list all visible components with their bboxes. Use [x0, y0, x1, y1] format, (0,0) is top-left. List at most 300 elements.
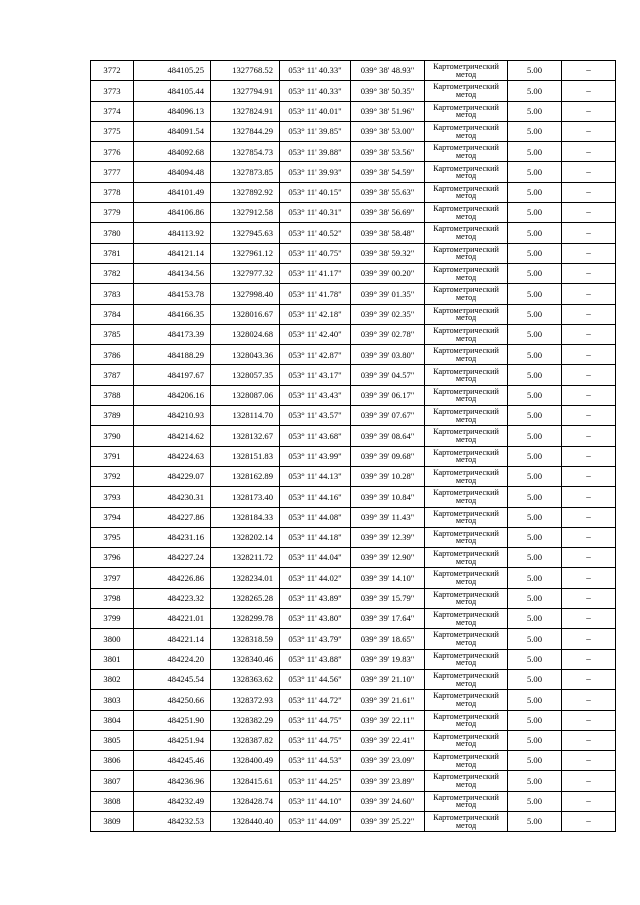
note-cell: – [562, 101, 616, 121]
x-coordinate-cell: 484101.49 [134, 182, 211, 202]
note-cell: – [562, 406, 616, 426]
latitude-cell: 053° 11' 40.33" [280, 81, 351, 101]
y-coordinate-cell: 1327873.85 [211, 162, 280, 182]
point-number-cell: 3776 [91, 142, 134, 162]
longitude-cell: 039° 39' 17.64" [351, 609, 425, 629]
longitude-cell: 039° 39' 12.90" [351, 548, 425, 568]
latitude-cell: 053° 11' 42.18" [280, 304, 351, 324]
y-coordinate-cell: 1328400.49 [211, 751, 280, 771]
y-coordinate-cell: 1328132.67 [211, 426, 280, 446]
x-coordinate-cell: 484121.14 [134, 243, 211, 263]
table-row [91, 629, 616, 649]
longitude-cell: 039° 38' 48.93" [351, 61, 425, 81]
note-cell: – [562, 568, 616, 588]
x-coordinate-cell: 484134.56 [134, 263, 211, 283]
latitude-cell: 053° 11' 43.89" [280, 588, 351, 608]
accuracy-cell: 5.00 [508, 243, 562, 263]
longitude-cell: 039° 39' 14.10" [351, 568, 425, 588]
table-row [91, 162, 616, 182]
point-number-cell: 3778 [91, 182, 134, 202]
table-row [91, 609, 616, 629]
note-cell: – [562, 588, 616, 608]
x-coordinate-cell: 484091.54 [134, 121, 211, 141]
longitude-cell: 039° 39' 07.67" [351, 406, 425, 426]
accuracy-cell: 5.00 [508, 324, 562, 344]
table-row [91, 791, 616, 811]
latitude-cell: 053° 11' 44.16" [280, 487, 351, 507]
latitude-cell: 053° 11' 39.93" [280, 162, 351, 182]
note-cell: – [562, 649, 616, 669]
y-coordinate-cell: 1328265.28 [211, 588, 280, 608]
method-cell: Картометрический метод [425, 609, 508, 629]
accuracy-cell: 5.00 [508, 203, 562, 223]
method-cell: Картометрический метод [425, 142, 508, 162]
table-row [91, 811, 616, 831]
note-cell: – [562, 385, 616, 405]
latitude-cell: 053° 11' 44.09" [280, 811, 351, 831]
latitude-cell: 053° 11' 44.75" [280, 730, 351, 750]
method-cell: Картометрический метод [425, 669, 508, 689]
x-coordinate-cell: 484251.90 [134, 710, 211, 730]
note-cell: – [562, 487, 616, 507]
table-row [91, 446, 616, 466]
latitude-cell: 053° 11' 43.43" [280, 385, 351, 405]
y-coordinate-cell: 1328202.14 [211, 527, 280, 547]
accuracy-cell: 5.00 [508, 588, 562, 608]
note-cell: – [562, 690, 616, 710]
x-coordinate-cell: 484226.86 [134, 568, 211, 588]
method-cell: Картометрический метод [425, 324, 508, 344]
accuracy-cell: 5.00 [508, 385, 562, 405]
longitude-cell: 039° 39' 19.83" [351, 649, 425, 669]
y-coordinate-cell: 1327794.91 [211, 81, 280, 101]
method-cell: Картометрический метод [425, 304, 508, 324]
method-cell: Картометрический метод [425, 345, 508, 365]
table-row [91, 385, 616, 405]
table-row [91, 263, 616, 283]
table-row [91, 568, 616, 588]
latitude-cell: 053° 11' 43.68" [280, 426, 351, 446]
table-row [91, 345, 616, 365]
point-number-cell: 3784 [91, 304, 134, 324]
table-row [91, 507, 616, 527]
latitude-cell: 053° 11' 42.87" [280, 345, 351, 365]
latitude-cell: 053° 11' 44.18" [280, 527, 351, 547]
x-coordinate-cell: 484094.48 [134, 162, 211, 182]
accuracy-cell: 5.00 [508, 406, 562, 426]
latitude-cell: 053° 11' 40.33" [280, 61, 351, 81]
method-cell: Картометрический метод [425, 223, 508, 243]
point-number-cell: 3809 [91, 811, 134, 831]
x-coordinate-cell: 484221.14 [134, 629, 211, 649]
y-coordinate-cell: 1328428.74 [211, 791, 280, 811]
x-coordinate-cell: 484173.39 [134, 324, 211, 344]
longitude-cell: 039° 39' 10.84" [351, 487, 425, 507]
latitude-cell: 053° 11' 44.10" [280, 791, 351, 811]
accuracy-cell: 5.00 [508, 304, 562, 324]
note-cell: – [562, 81, 616, 101]
x-coordinate-cell: 484197.67 [134, 365, 211, 385]
method-cell: Картометрический метод [425, 710, 508, 730]
longitude-cell: 039° 39' 03.80" [351, 345, 425, 365]
longitude-cell: 039° 39' 15.79" [351, 588, 425, 608]
table-row [91, 304, 616, 324]
table-row [91, 771, 616, 791]
point-number-cell: 3785 [91, 324, 134, 344]
x-coordinate-cell: 484153.78 [134, 284, 211, 304]
point-number-cell: 3780 [91, 223, 134, 243]
latitude-cell: 053° 11' 43.79" [280, 629, 351, 649]
note-cell: – [562, 223, 616, 243]
note-cell: – [562, 121, 616, 141]
method-cell: Картометрический метод [425, 61, 508, 81]
note-cell: – [562, 203, 616, 223]
x-coordinate-cell: 484251.94 [134, 730, 211, 750]
x-coordinate-cell: 484188.29 [134, 345, 211, 365]
longitude-cell: 039° 38' 53.56" [351, 142, 425, 162]
note-cell: – [562, 162, 616, 182]
y-coordinate-cell: 1328440.40 [211, 811, 280, 831]
point-number-cell: 3790 [91, 426, 134, 446]
latitude-cell: 053° 11' 41.78" [280, 284, 351, 304]
point-number-cell: 3788 [91, 385, 134, 405]
longitude-cell: 039° 38' 54.59" [351, 162, 425, 182]
point-number-cell: 3798 [91, 588, 134, 608]
table-row [91, 690, 616, 710]
y-coordinate-cell: 1327961.12 [211, 243, 280, 263]
y-coordinate-cell: 1328162.89 [211, 466, 280, 486]
longitude-cell: 039° 39' 00.20" [351, 263, 425, 283]
point-number-cell: 3804 [91, 710, 134, 730]
x-coordinate-cell: 484166.35 [134, 304, 211, 324]
y-coordinate-cell: 1327824.91 [211, 101, 280, 121]
latitude-cell: 053° 11' 44.08" [280, 507, 351, 527]
table-row [91, 730, 616, 750]
x-coordinate-cell: 484232.49 [134, 791, 211, 811]
x-coordinate-cell: 484221.01 [134, 609, 211, 629]
longitude-cell: 039° 39' 02.78" [351, 324, 425, 344]
latitude-cell: 053° 11' 44.75" [280, 710, 351, 730]
accuracy-cell: 5.00 [508, 61, 562, 81]
latitude-cell: 053° 11' 40.01" [280, 101, 351, 121]
note-cell: – [562, 730, 616, 750]
table-row [91, 751, 616, 771]
latitude-cell: 053° 11' 39.88" [280, 142, 351, 162]
accuracy-cell: 5.00 [508, 263, 562, 283]
x-coordinate-cell: 484224.20 [134, 649, 211, 669]
y-coordinate-cell: 1328234.01 [211, 568, 280, 588]
x-coordinate-cell: 484227.86 [134, 507, 211, 527]
table-row [91, 649, 616, 669]
table-row [91, 81, 616, 101]
y-coordinate-cell: 1327977.32 [211, 263, 280, 283]
x-coordinate-cell: 484236.96 [134, 771, 211, 791]
note-cell: – [562, 243, 616, 263]
table-row [91, 406, 616, 426]
point-number-cell: 3795 [91, 527, 134, 547]
note-cell: – [562, 710, 616, 730]
x-coordinate-cell: 484231.16 [134, 527, 211, 547]
x-coordinate-cell: 484096.13 [134, 101, 211, 121]
note-cell: – [562, 365, 616, 385]
table-row [91, 426, 616, 446]
point-number-cell: 3773 [91, 81, 134, 101]
table-row [91, 101, 616, 121]
point-number-cell: 3801 [91, 649, 134, 669]
note-cell: – [562, 629, 616, 649]
y-coordinate-cell: 1328299.78 [211, 609, 280, 629]
method-cell: Картометрический метод [425, 263, 508, 283]
point-number-cell: 3794 [91, 507, 134, 527]
latitude-cell: 053° 11' 44.04" [280, 548, 351, 568]
accuracy-cell: 5.00 [508, 609, 562, 629]
table-row [91, 284, 616, 304]
method-cell: Картометрический метод [425, 182, 508, 202]
point-number-cell: 3805 [91, 730, 134, 750]
y-coordinate-cell: 1328318.59 [211, 629, 280, 649]
note-cell: – [562, 811, 616, 831]
longitude-cell: 039° 38' 50.35" [351, 81, 425, 101]
method-cell: Картометрический метод [425, 751, 508, 771]
y-coordinate-cell: 1327945.63 [211, 223, 280, 243]
y-coordinate-cell: 1328363.62 [211, 669, 280, 689]
point-number-cell: 3783 [91, 284, 134, 304]
accuracy-cell: 5.00 [508, 730, 562, 750]
accuracy-cell: 5.00 [508, 669, 562, 689]
y-coordinate-cell: 1328043.36 [211, 345, 280, 365]
longitude-cell: 039° 39' 22.11" [351, 710, 425, 730]
latitude-cell: 053° 11' 44.02" [280, 568, 351, 588]
x-coordinate-cell: 484230.31 [134, 487, 211, 507]
x-coordinate-cell: 484229.07 [134, 466, 211, 486]
longitude-cell: 039° 39' 23.89" [351, 771, 425, 791]
note-cell: – [562, 263, 616, 283]
note-cell: – [562, 507, 616, 527]
accuracy-cell: 5.00 [508, 690, 562, 710]
accuracy-cell: 5.00 [508, 345, 562, 365]
point-number-cell: 3807 [91, 771, 134, 791]
note-cell: – [562, 548, 616, 568]
note-cell: – [562, 426, 616, 446]
table-row [91, 182, 616, 202]
method-cell: Картометрический метод [425, 121, 508, 141]
method-cell: Картометрический метод [425, 629, 508, 649]
accuracy-cell: 5.00 [508, 446, 562, 466]
x-coordinate-cell: 484232.53 [134, 811, 211, 831]
latitude-cell: 053° 11' 43.88" [280, 649, 351, 669]
longitude-cell: 039° 39' 21.61" [351, 690, 425, 710]
accuracy-cell: 5.00 [508, 223, 562, 243]
x-coordinate-cell: 484214.62 [134, 426, 211, 446]
point-number-cell: 3802 [91, 669, 134, 689]
x-coordinate-cell: 484106.86 [134, 203, 211, 223]
longitude-cell: 039° 39' 06.17" [351, 385, 425, 405]
method-cell: Картометрический метод [425, 527, 508, 547]
x-coordinate-cell: 484105.44 [134, 81, 211, 101]
point-number-cell: 3781 [91, 243, 134, 263]
method-cell: Картометрический метод [425, 101, 508, 121]
y-coordinate-cell: 1328024.68 [211, 324, 280, 344]
latitude-cell: 053° 11' 44.72" [280, 690, 351, 710]
y-coordinate-cell: 1328184.33 [211, 507, 280, 527]
note-cell: – [562, 142, 616, 162]
point-number-cell: 3800 [91, 629, 134, 649]
point-number-cell: 3786 [91, 345, 134, 365]
note-cell: – [562, 61, 616, 81]
method-cell: Картометрический метод [425, 284, 508, 304]
y-coordinate-cell: 1328211.72 [211, 548, 280, 568]
accuracy-cell: 5.00 [508, 568, 562, 588]
latitude-cell: 053° 11' 43.57" [280, 406, 351, 426]
method-cell: Картометрический метод [425, 730, 508, 750]
point-number-cell: 3789 [91, 406, 134, 426]
table-row [91, 365, 616, 385]
table-row [91, 223, 616, 243]
longitude-cell: 039° 38' 51.96" [351, 101, 425, 121]
x-coordinate-cell: 484210.93 [134, 406, 211, 426]
accuracy-cell: 5.00 [508, 751, 562, 771]
y-coordinate-cell: 1327892.92 [211, 182, 280, 202]
x-coordinate-cell: 484092.68 [134, 142, 211, 162]
point-number-cell: 3772 [91, 61, 134, 81]
longitude-cell: 039° 39' 23.09" [351, 751, 425, 771]
point-number-cell: 3797 [91, 568, 134, 588]
note-cell: – [562, 284, 616, 304]
note-cell: – [562, 751, 616, 771]
accuracy-cell: 5.00 [508, 629, 562, 649]
method-cell: Картометрический метод [425, 426, 508, 446]
method-cell: Картометрический метод [425, 588, 508, 608]
accuracy-cell: 5.00 [508, 507, 562, 527]
y-coordinate-cell: 1328087.06 [211, 385, 280, 405]
point-number-cell: 3799 [91, 609, 134, 629]
table-row [91, 527, 616, 547]
accuracy-cell: 5.00 [508, 284, 562, 304]
point-number-cell: 3792 [91, 466, 134, 486]
longitude-cell: 039° 39' 24.60" [351, 791, 425, 811]
latitude-cell: 053° 11' 44.25" [280, 771, 351, 791]
accuracy-cell: 5.00 [508, 142, 562, 162]
y-coordinate-cell: 1328151.83 [211, 446, 280, 466]
x-coordinate-cell: 484224.63 [134, 446, 211, 466]
latitude-cell: 053° 11' 40.75" [280, 243, 351, 263]
x-coordinate-cell: 484105.25 [134, 61, 211, 81]
table-row [91, 61, 616, 81]
latitude-cell: 053° 11' 44.13" [280, 466, 351, 486]
point-number-cell: 3779 [91, 203, 134, 223]
longitude-cell: 039° 38' 55.63" [351, 182, 425, 202]
x-coordinate-cell: 484245.54 [134, 669, 211, 689]
point-number-cell: 3787 [91, 365, 134, 385]
point-number-cell: 3782 [91, 263, 134, 283]
note-cell: – [562, 466, 616, 486]
accuracy-cell: 5.00 [508, 649, 562, 669]
latitude-cell: 053° 11' 41.17" [280, 263, 351, 283]
latitude-cell: 053° 11' 40.15" [280, 182, 351, 202]
longitude-cell: 039° 39' 21.10" [351, 669, 425, 689]
y-coordinate-cell: 1328372.93 [211, 690, 280, 710]
latitude-cell: 053° 11' 44.53" [280, 751, 351, 771]
accuracy-cell: 5.00 [508, 771, 562, 791]
y-coordinate-cell: 1328016.67 [211, 304, 280, 324]
coordinates-table [90, 60, 616, 832]
table-row [91, 669, 616, 689]
latitude-cell: 053° 11' 44.56" [280, 669, 351, 689]
accuracy-cell: 5.00 [508, 81, 562, 101]
y-coordinate-cell: 1328173.40 [211, 487, 280, 507]
note-cell: – [562, 304, 616, 324]
table-row [91, 142, 616, 162]
point-number-cell: 3796 [91, 548, 134, 568]
note-cell: – [562, 345, 616, 365]
accuracy-cell: 5.00 [508, 365, 562, 385]
method-cell: Картометрический метод [425, 771, 508, 791]
method-cell: Картометрический метод [425, 365, 508, 385]
method-cell: Картометрический метод [425, 81, 508, 101]
longitude-cell: 039° 39' 22.41" [351, 730, 425, 750]
point-number-cell: 3774 [91, 101, 134, 121]
y-coordinate-cell: 1328057.35 [211, 365, 280, 385]
latitude-cell: 053° 11' 43.99" [280, 446, 351, 466]
x-coordinate-cell: 484223.32 [134, 588, 211, 608]
accuracy-cell: 5.00 [508, 182, 562, 202]
accuracy-cell: 5.00 [508, 811, 562, 831]
method-cell: Картометрический метод [425, 548, 508, 568]
note-cell: – [562, 324, 616, 344]
method-cell: Картометрический метод [425, 203, 508, 223]
method-cell: Картометрический метод [425, 385, 508, 405]
longitude-cell: 039° 39' 12.39" [351, 527, 425, 547]
method-cell: Картометрический метод [425, 690, 508, 710]
latitude-cell: 053° 11' 43.17" [280, 365, 351, 385]
longitude-cell: 039° 38' 58.48" [351, 223, 425, 243]
table-row [91, 588, 616, 608]
latitude-cell: 053° 11' 40.31" [280, 203, 351, 223]
point-number-cell: 3775 [91, 121, 134, 141]
latitude-cell: 053° 11' 39.85" [280, 121, 351, 141]
accuracy-cell: 5.00 [508, 527, 562, 547]
longitude-cell: 039° 39' 18.65" [351, 629, 425, 649]
y-coordinate-cell: 1327768.52 [211, 61, 280, 81]
method-cell: Картометрический метод [425, 466, 508, 486]
method-cell: Картометрический метод [425, 487, 508, 507]
accuracy-cell: 5.00 [508, 101, 562, 121]
method-cell: Картометрический метод [425, 406, 508, 426]
note-cell: – [562, 609, 616, 629]
accuracy-cell: 5.00 [508, 487, 562, 507]
longitude-cell: 039° 38' 59.32" [351, 243, 425, 263]
y-coordinate-cell: 1328382.29 [211, 710, 280, 730]
method-cell: Картометрический метод [425, 243, 508, 263]
longitude-cell: 039° 38' 53.00" [351, 121, 425, 141]
point-number-cell: 3806 [91, 751, 134, 771]
y-coordinate-cell: 1328415.61 [211, 771, 280, 791]
longitude-cell: 039° 39' 04.57" [351, 365, 425, 385]
point-number-cell: 3803 [91, 690, 134, 710]
note-cell: – [562, 182, 616, 202]
longitude-cell: 039° 38' 56.69" [351, 203, 425, 223]
table-row [91, 243, 616, 263]
accuracy-cell: 5.00 [508, 426, 562, 446]
table-row [91, 487, 616, 507]
latitude-cell: 053° 11' 40.52" [280, 223, 351, 243]
accuracy-cell: 5.00 [508, 791, 562, 811]
note-cell: – [562, 771, 616, 791]
longitude-cell: 039° 39' 08.64" [351, 426, 425, 446]
y-coordinate-cell: 1328340.46 [211, 649, 280, 669]
longitude-cell: 039° 39' 10.28" [351, 466, 425, 486]
x-coordinate-cell: 484113.92 [134, 223, 211, 243]
